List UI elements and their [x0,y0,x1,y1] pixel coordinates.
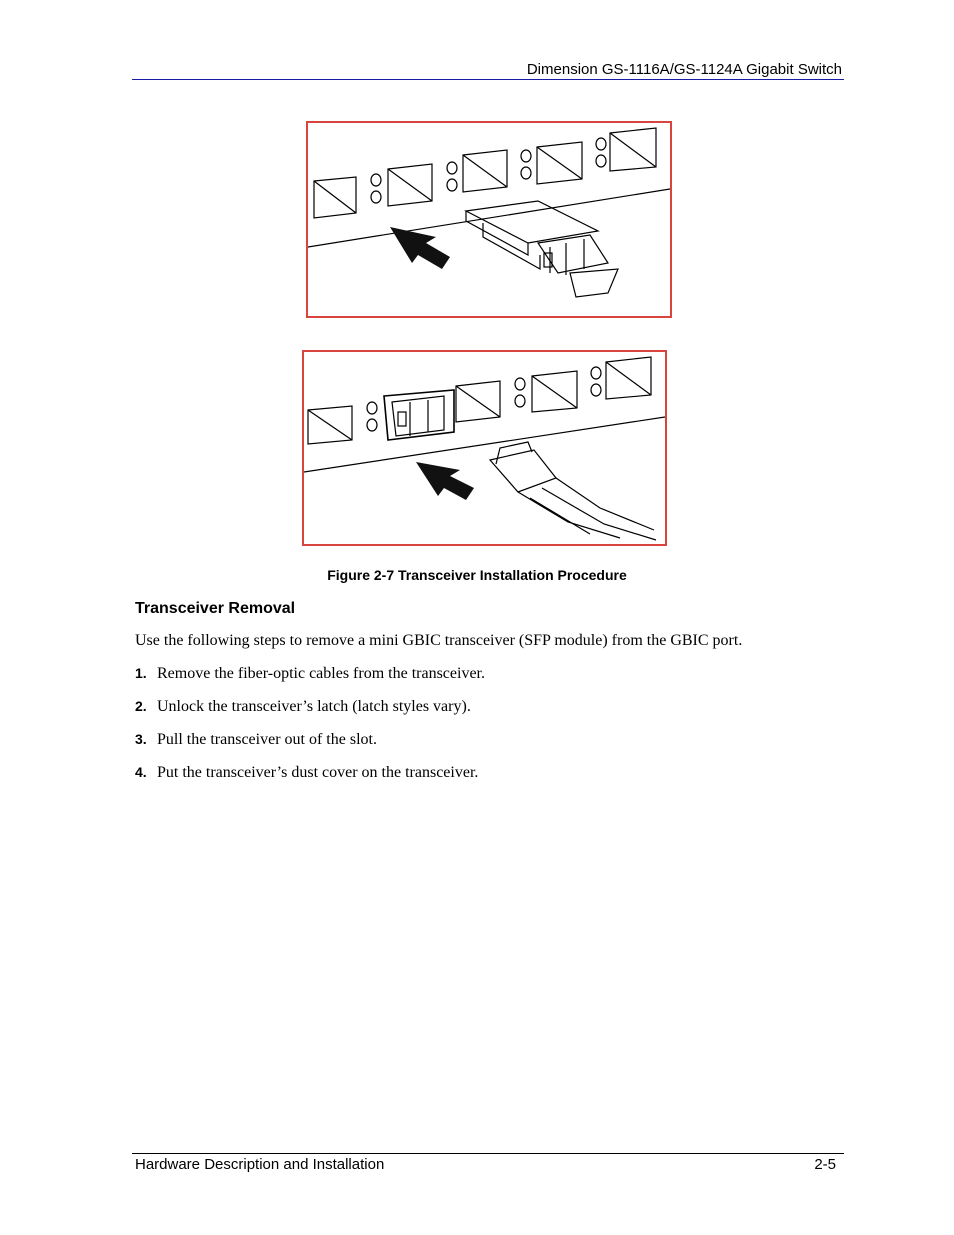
removal-steps-list [135,665,485,797]
step-number: 4. [135,764,147,780]
list-item [135,698,485,731]
step-number: 3. [135,731,147,747]
step-text: Remove the fiber-optic cables from the transceiver. [157,665,485,682]
step-text: Pull the transceiver out of the slot. [157,731,377,748]
page-number: 2-5 [814,1156,836,1173]
list-item [135,764,485,797]
running-header: Dimension GS-1116A/GS-1124A Gigabit Switch [526,61,842,78]
section-heading: Transceiver Removal [135,600,296,617]
step-number: 1. [135,665,147,681]
list-item [135,665,485,698]
figure-transceiver-insert [306,121,672,318]
sfp-transceiver-insert-illustration [308,123,670,316]
step-text: Unlock the transceiver’s latch (latch styles vary). [157,698,471,715]
figure-caption: Figure 2-7 Transceiver Installation Procedure [327,567,627,583]
footer-rule [132,1153,844,1154]
list-item [135,731,485,764]
header-rule [132,79,844,80]
fiber-cable-connect-illustration [304,352,665,544]
step-text: Put the transceiver’s dust cover on the transceiver. [157,764,479,781]
intro-paragraph: Use the following steps to remove a mini GBIC transceiver (SFP module) from the GBIC port. [135,632,743,649]
step-number: 2. [135,698,147,714]
figure-cable-connect [302,350,667,546]
footer-chapter-title: Hardware Description and Installation [135,1156,385,1173]
